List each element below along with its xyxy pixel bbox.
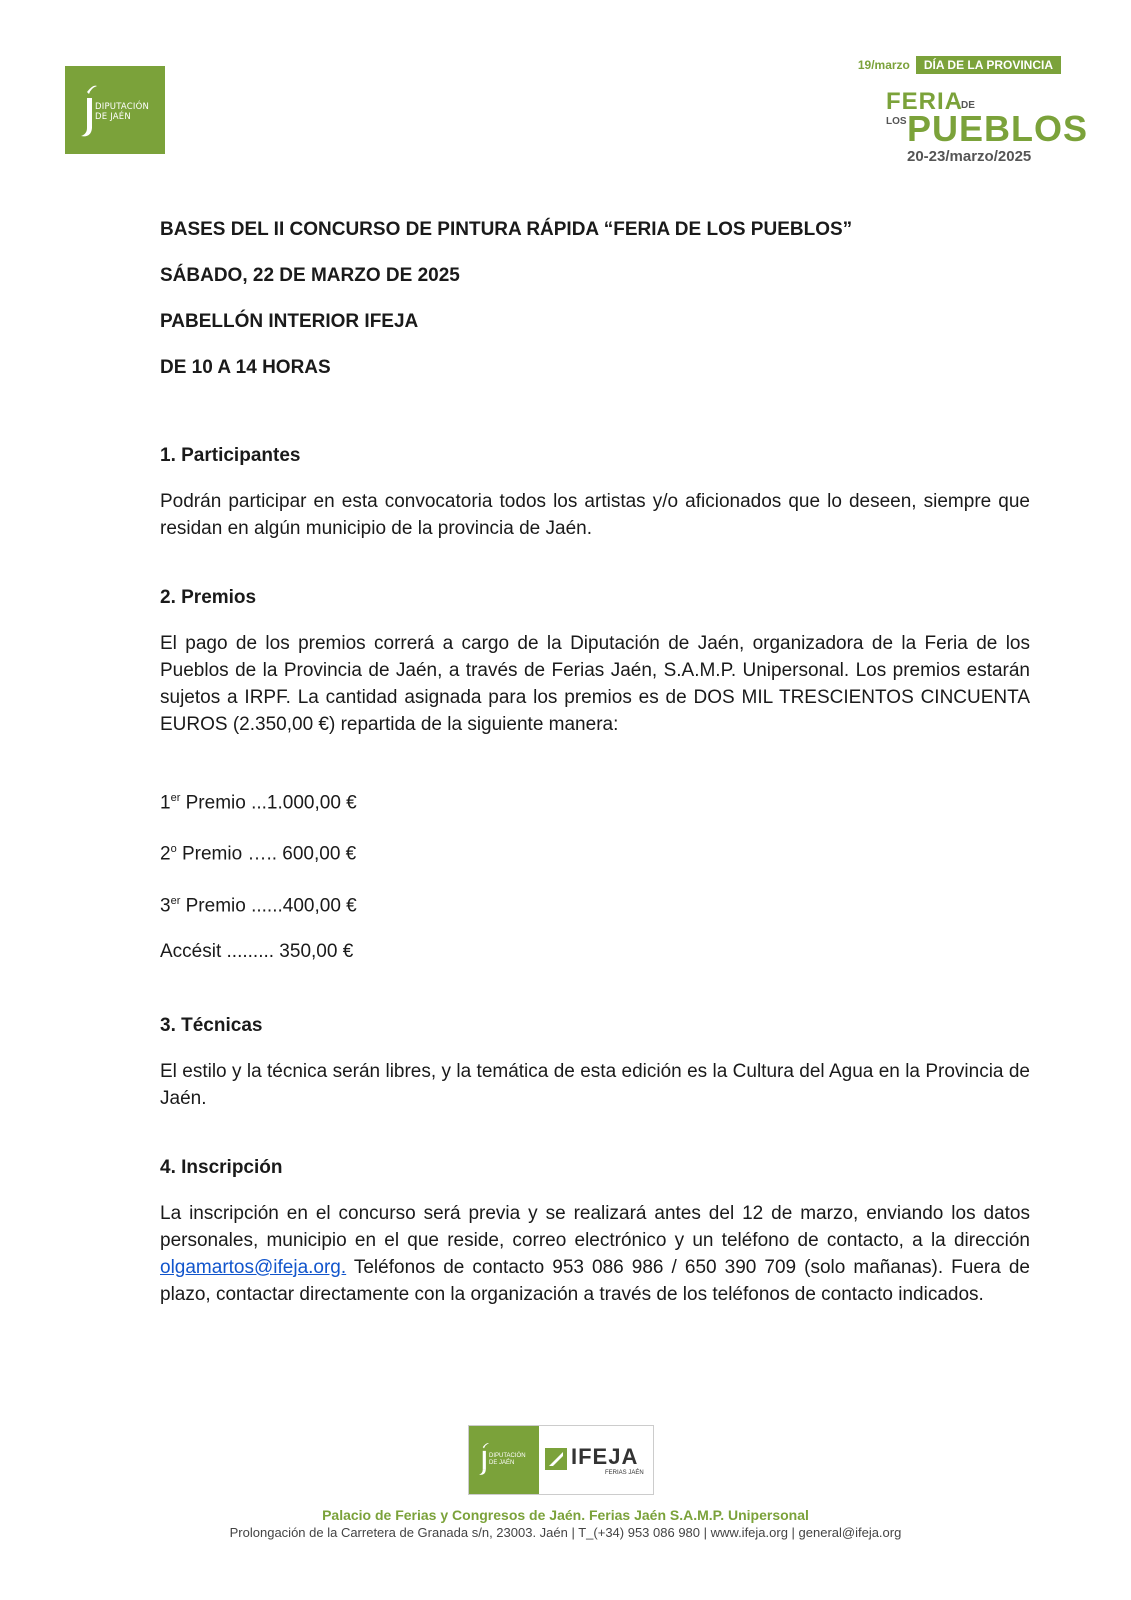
province-day-badge: DÍA DE LA PROVINCIA — [916, 56, 1061, 74]
event-date: SÁBADO, 22 DE MARZO DE 2025 — [160, 265, 460, 286]
feria-word: FERIA — [886, 88, 963, 115]
event-venue: PABELLÓN INTERIOR IFEJA — [160, 311, 419, 332]
feria-header — [821, 56, 1089, 166]
section-text-tecnicas: El estilo y la técnica serán libres, y la temática de esta edición es la Cultura del Agua en la Provincia de Jaén. — [160, 1060, 1030, 1109]
date-tag — [858, 56, 1061, 74]
footer-logos — [468, 1425, 654, 1495]
diputacion-logo — [65, 66, 165, 154]
section-title-participantes: 1. Participantes — [160, 445, 301, 466]
ifeja-logo — [539, 1426, 653, 1494]
footer-diputacion-logo — [469, 1426, 539, 1494]
ifeja-subtitle: FERIAS JAÉN — [605, 1470, 644, 1476]
section-text-participantes: Podrán participar en esta convocatoria todos los artistas y/o aficionados que lo deseen, siempre que residan en algún municipio de la provincia de Jaén. — [160, 491, 1030, 539]
footer — [0, 1425, 1131, 1600]
footer-contact-info: Prolongación de la Carretera de Granada s/n, 23003. Jaén | T_(+34) 953 086 980 | www.ifeja.org | general@ifeja.org — [229, 1525, 902, 1540]
prize-item: 2$^o$ Premio ….. 600,00 € — [160, 843, 357, 865]
feria-dates: 20-23/marzo/2025 — [907, 148, 1032, 165]
diputacion-logo-line1: DIPUTACIÓN — [95, 102, 150, 112]
contact-email-link[interactable]: olgamartos@ifeja.org. — [160, 1256, 347, 1278]
section-title-inscripcion: 4. Inscripción — [160, 1156, 283, 1178]
event-hours: DE 10 A 14 HORAS — [160, 357, 331, 378]
pueblos-word: PUEBLOS — [907, 108, 1089, 149]
prize-item: 3er Premio ......400,00 € — [160, 894, 357, 916]
los-word: LOS — [886, 116, 907, 127]
feria-logo — [871, 86, 1089, 166]
date-label: 19/marzo — [857, 58, 910, 72]
ifeja-name: IFEJA — [571, 1444, 639, 1469]
document-title: BASES DEL II CONCURSO DE PINTURA RÁPIDA “FERIA DE LOS PUEBLOS” — [160, 219, 853, 240]
prize-item: 1er Premio ...1.000,00 € — [160, 792, 357, 814]
prize-item: Accésit ......... 350,00 € — [160, 940, 354, 962]
title-block — [160, 218, 1030, 380]
de-word: DE — [961, 100, 975, 111]
prize-list — [160, 786, 1030, 964]
section-text-premios: El pago de los premios correrá a cargo de la Diputación de Jaén, organizadora de la Feria de los Pueblos de la Provincia de Jaén, a través de Ferias Jaén, S.A.M.P. Unipersonal. Los premios estarán sujetos a IRPF. La cantidad asignada para los premios es de DOS MIL TRESCIENTOS CINCUENTA EUROS (2.350,00 €) repartida de la siguiente manera: — [160, 633, 1030, 735]
footer-dip-line1: DIPUTACIÓN — [489, 1453, 526, 1459]
section-title-premios: 2. Premios — [160, 587, 257, 608]
diputacion-logo-line2: DE JAÉN — [95, 112, 131, 122]
section-title-tecnicas: 3. Técnicas — [160, 1014, 263, 1036]
section-text-inscripcion: La inscripción en el concurso será previa y se realizará antes del 12 de marzo, enviando los datos personales, municipio en el que reside, correo electrónico y un teléfono de contacto, a la dirección olgamartos@ifeja.org. Teléfonos de contacto 953 086 986 / 650 390 709 (solo mañanas). Fuera de plazo, contactar directamente con la organización a través de los teléfonos de contacto indicados. — [160, 1202, 1030, 1305]
footer-dip-line2: DE JAÉN — [489, 1460, 515, 1466]
document-body — [160, 218, 1030, 1308]
footer-organization: Palacio de Ferias y Congresos de Jaén. Ferias Jaén S.A.M.P. Unipersonal — [322, 1507, 809, 1523]
ifeja-leaf-icon — [545, 1448, 567, 1470]
diputacion-j-icon — [479, 1438, 489, 1480]
